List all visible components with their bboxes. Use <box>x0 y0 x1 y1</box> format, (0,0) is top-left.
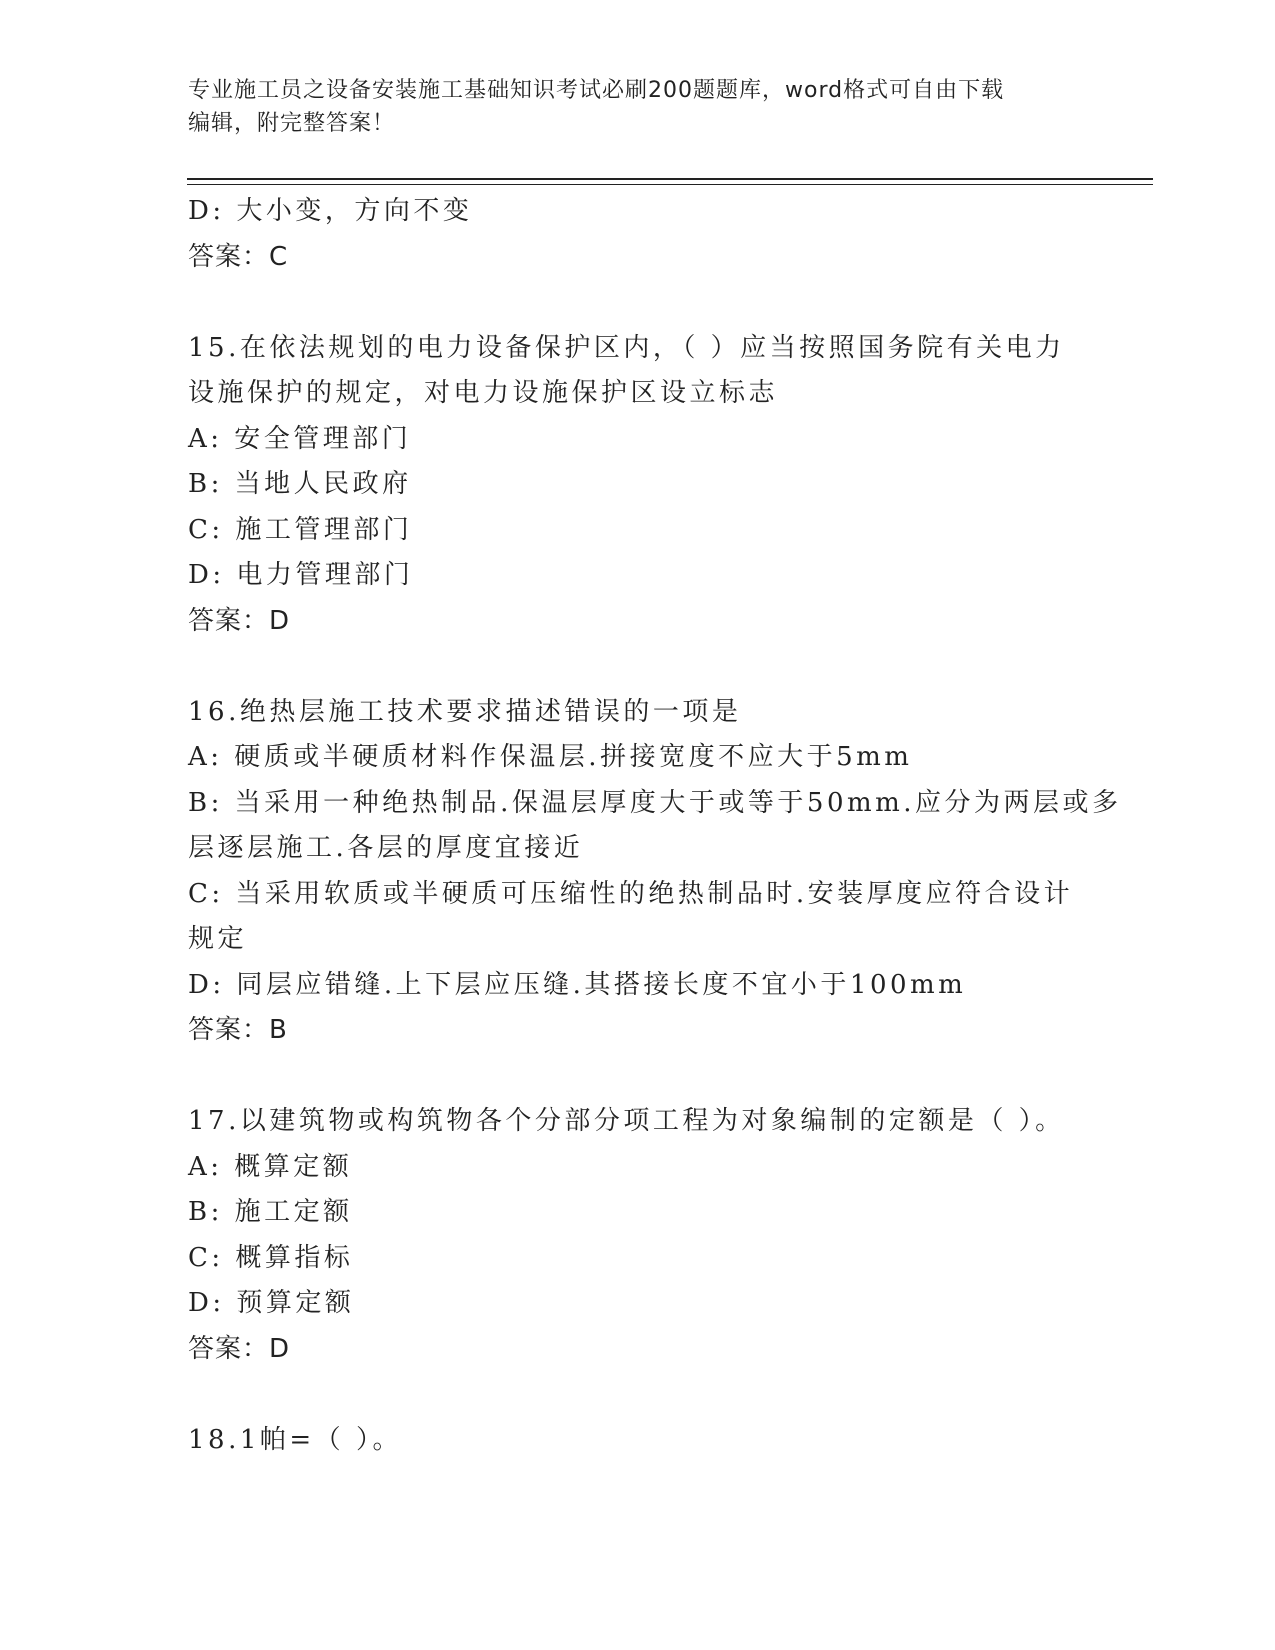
option-text: D: 大小变，方向不变 <box>188 196 473 226</box>
option-text: A: 安全管理部门 <box>188 423 412 454</box>
question-stem: 15.在依法规划的电力设备保护区内，（ ）应当按照国务院有关电力 <box>188 332 1065 363</box>
spacer <box>188 644 1088 690</box>
option-text: A: 概算定额 <box>188 1151 353 1182</box>
question-15 <box>188 326 1088 645</box>
option-text: 规定 <box>188 924 248 954</box>
spacer <box>188 1372 1088 1418</box>
document-header <box>188 74 1068 140</box>
option-text: D: 预算定额 <box>188 1288 355 1318</box>
answer-text: 答案：D <box>188 605 291 636</box>
option-text: A: 硬质或半硬质材料作保温层.拼接宽度不应大于5mm <box>188 742 913 772</box>
header-line: 编辑，附完整答案！ <box>188 111 396 136</box>
answer-text: 答案：C <box>188 241 289 272</box>
spacer <box>188 280 1088 326</box>
question-stem: 设施保护的规定，对电力设施保护区设立标志 <box>188 378 779 408</box>
question-stem: 16.绝热层施工技术要求描述错误的一项是 <box>188 696 742 727</box>
option-text: C: 概算指标 <box>188 1242 354 1273</box>
option-text: B: 施工定额 <box>188 1197 353 1227</box>
spacer <box>188 1054 1088 1100</box>
header-divider-thin <box>187 184 1153 185</box>
header-divider-thick <box>187 178 1153 180</box>
option-text: D: 同层应错缝.上下层应压缝.其搭接长度不宜小于100mm <box>188 969 967 1000</box>
header-line: 专业施工员之设备安装施工基础知识考试必刷200题题库，word格式可自由下载 <box>188 78 1005 103</box>
answer-text: 答案：D <box>188 1333 291 1364</box>
option-text: D: 电力管理部门 <box>188 560 414 590</box>
question-stem: 18.1帕=（ ）。 <box>188 1424 402 1455</box>
option-text: B: 当地人民政府 <box>188 469 412 499</box>
question-content <box>188 189 1122 1463</box>
option-text: 层逐层施工.各层的厚度宜接近 <box>188 833 584 863</box>
option-text: C: 施工管理部门 <box>188 514 413 545</box>
option-text: C: 当采用软质或半硬质可压缩性的绝热制品时.安装厚度应符合设计 <box>188 878 1074 909</box>
option-text: B: 当采用一种绝热制品.保温层厚度大于或等于50mm.应分为两层或多 <box>188 787 1122 818</box>
question-14-tail <box>188 189 1088 280</box>
question-17 <box>188 1099 1088 1372</box>
question-stem: 17.以建筑物或构筑物各个分部分项工程为对象编制的定额是（ ）。 <box>188 1106 1065 1136</box>
question-18 <box>188 1418 1088 1464</box>
answer-text: 答案：B <box>188 1015 288 1045</box>
question-16 <box>188 690 1122 1054</box>
